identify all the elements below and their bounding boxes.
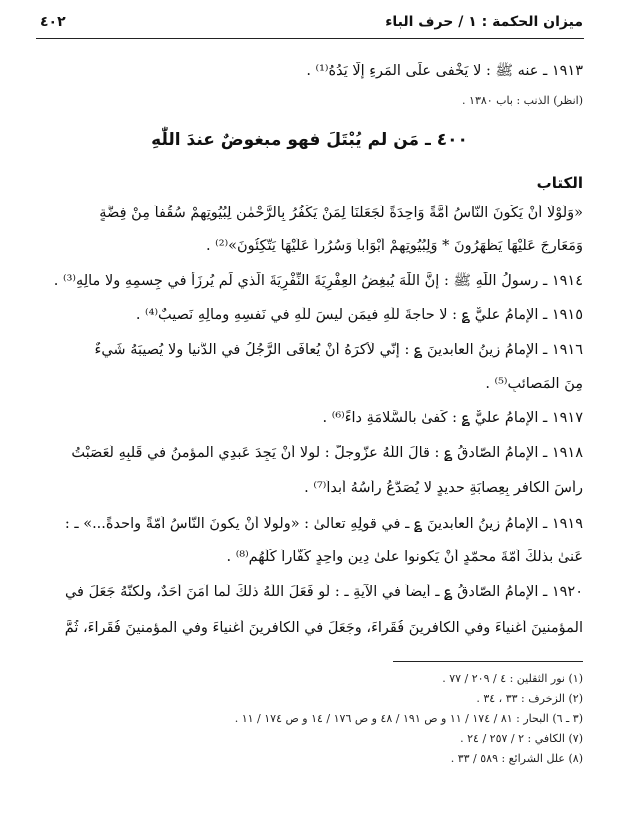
hadith-1913: ١٩١٣ ـ عنه ﷺ : لا يَخْفى علَى المَرءِ إلّا يَدُهُ⁽¹⁾ . [306,63,583,79]
footnote-8: (٨) علل الشرائع : ٥٨٩ / ٣٣ . [450,752,583,765]
running-header-title: ميزان الحكمة : ١ / حرف الباء [385,14,583,30]
header-rule [36,38,584,39]
hadith-1917: ١٩١٧ ـ الإمامُ عليٌّ ؏ : كَفىٰ بالسَّلامَةِ داءً⁽⁶⁾ . [322,410,583,426]
footnote-3-6: (٣ ـ ٦) البحار : ٨١ / ١٧٤ / ١١ و ص ١٩١ / ٤٨ و ص ١٧٦ / ١٤ و ص ١٧٤ / ١١ . [234,712,583,725]
hadith-1916-line-1: ١٩١٦ ـ الإمامُ زينُ العابدينَ ؏ : إنّي لَأكرَهُ أنْ يُعافَى الرَّجُلُ في الدُّنيا ولا يُصيبَهُ شَيءٌ [94,342,583,358]
section-title: ٤٠٠ ـ مَن لم يُبْتَلَ فهو مبغوضٌ عندَ اللّٰهِ [151,130,468,150]
cross-reference: (انظر) الذنب : باب ١٣٨٠ . [462,94,583,107]
page-number: ٤٠٢ [40,14,66,30]
quran-verse-line-2: وَمَعَارِجَ عَلَيْهَا يَظْهَرُونَ * وَلِبُيُوتِهِمْ أَبْوَاباً وَسُرُراً عَلَيْهَا يَتَّكِئُونَ»⁽²⁾ . [205,238,583,254]
hadith-1914: ١٩١٤ ـ رسولُ اللّٰهِ ﷺ : إنَّ اللّٰهَ يُبغِضُ العِفْرِيَةَ النِّفْرِيَةَ الّذي لَم يُرزَأْ في جِسمِهِ ولا مالِهِ⁽³⁾ . [53,273,583,289]
footnote-2: (٢) الزخرف : ٣٣ ، ٣٤ . [476,692,583,705]
footnote-rule [393,661,583,662]
hadith-1915: ١٩١٥ ـ الإمامُ عليٌّ ؏ : لا حاجةَ للّٰهِ فيمَن ليسَ للّٰهِ في نَفسِهِ ومالِهِ نَصيبٌ⁽⁴⁾ . [135,307,583,323]
hadith-1920-line-1: ١٩٢٠ ـ الإمامُ الصّادقُ ؏ ـ أيضاً في الآيةِ ـ : لَو فَعَلَ اللّٰهُ ذلكَ لَما آمَنَ أحَدٌ، ولكنَّهُ جَعَلَ في [64,584,583,600]
quran-verse-line-1: «وَلَوْلَا أَنْ يَكُونَ النَّاسُ أُمَّةً وَاحِدَةً لَجَعَلْنَا لِمَنْ يَكْفُرُ بِالرَّحْمٰنِ لِبُيُوتِهِمْ سُقُفاً مِنْ فِضَّةٍ [99,205,583,221]
hadith-1919-line-2: عَنىٰ بذلكَ اُمّةَ محمّدٍ أنْ يَكونوا علىٰ دِينٍ واحِدٍ كُفّاراً كُلَّهُم⁽⁸⁾ . [226,549,583,565]
hadith-1920-line-2: المؤمنينَ أغنياءَ وفي الكافرينَ فُقَراءَ، وجَعَلَ في الكافرينَ أغنياءَ وفي المؤمنينَ فُقَراءَ، ثُمَّ [64,620,583,636]
sub-heading-book: الكتاب [536,174,583,192]
hadith-1918-line-1: ١٩١٨ ـ الإمامُ الصّادقُ ؏ : قالَ اللّٰهُ عزّوجلّ : لولا أنْ يَجِدَ عَبدِي المؤمنُ في قَلبِهِ لَعَصَبْتُ [71,445,583,461]
hadith-1918-line-2: رأسَ الكافرِ بِعِصابَةِ حديدٍ لا يُصَدَّعُ رأسُهُ أبداً⁽⁷⁾ . [304,480,583,496]
hadith-1919-line-1: ١٩١٩ ـ الإمامُ زينُ العابدينَ ؏ ـ في قولِهِ تعالىٰ : «ولولا أنْ يكونَ النّاسُ اُمّةً واحدةً...» ـ : [64,516,583,532]
footnote-1: (١) نور الثقلين : ٤ / ٢٠٩ / ٧٧ . [442,672,583,685]
hadith-1916-line-2: مِنَ المَصائبِ⁽⁵⁾ . [485,376,583,392]
footnote-7: (٧) الكافي : ٢ / ٢٥٧ / ٢٤ . [460,732,583,745]
